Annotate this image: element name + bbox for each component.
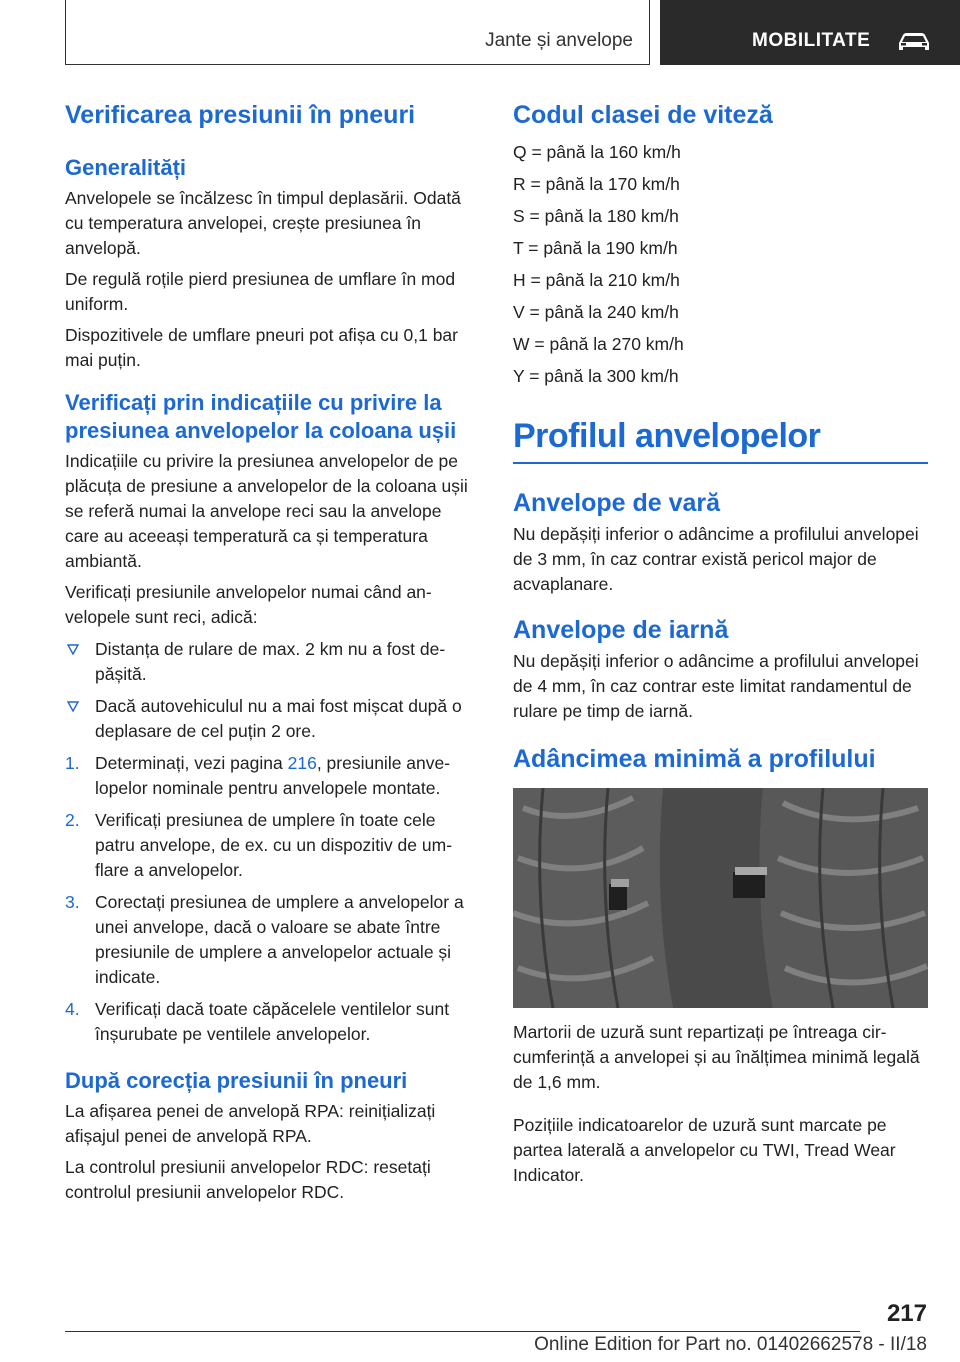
step-number: 4. — [65, 999, 80, 1019]
list-item — [65, 637, 480, 687]
right-column — [513, 100, 928, 1188]
heading-summer-tires: Anvelope de vară — [513, 488, 721, 517]
paragraph: Verificați presiunile anvelopelor numai când anvelopele sunt reci, adică: — [65, 582, 432, 627]
page-number: 217 — [886, 1300, 927, 1327]
paragraph: De regulă roțile pierd presiunea de umflare în mod uniform. — [65, 269, 456, 314]
footer-divider — [65, 1331, 860, 1332]
paragraph: Nu depășiți inferior o adâncime a profilului anvelopei de 3 mm, în caz contrar există pericol major de acvaplanare. — [513, 523, 919, 594]
step-number: 3. — [65, 892, 80, 912]
paragraph: Indicațiile cu privire la presiunea anvelopelor de pe plăcuța de presiune a anvelopelor de la coloana ușii se referă numai la anvelope reci sau la anvelope care au aceeași temperatură ca și temperatura ambiantă. — [65, 451, 468, 571]
list-item — [65, 694, 480, 744]
paragraph: Dispozitivele de umflare pneuri pot afișa cu 0,1 bar mai puțin. — [65, 325, 458, 370]
chapter-tab[interactable] — [660, 0, 960, 65]
header-frame — [65, 0, 650, 65]
paragraph: Anvelopele se încălzesc în timpul deplasării. Odată cu temperatura anvelopei, crește presiunea în anvelopă. — [65, 188, 461, 258]
paragraph: La controlul presiunii anvelopelor RDC: resetați controlul presiunii anvelopelor RDC. — [65, 1157, 431, 1202]
section-title: Jante și anvelope — [485, 30, 633, 51]
bullet-text: Distanța de rulare de max. 2 km nu a fost depășită. — [95, 639, 446, 684]
speed-list — [513, 136, 928, 392]
step-text: , presiunile anvelopelor nominale pentru anvelopele montate. — [95, 753, 451, 798]
speed-item: Q = până la 160 km/h — [513, 142, 681, 162]
step-number: 2. — [65, 810, 80, 830]
heading-general: Generalități — [65, 155, 187, 180]
speed-item: W = până la 270 km/h — [513, 334, 684, 354]
heading-tire-profile: Profilul anvelopelor — [513, 417, 821, 455]
heading-winter-tires: Anvelope de iarnă — [513, 615, 729, 644]
paragraph: Martorii de uzură sunt repartizați pe întreaga circumferință a anvelopei și au înălțimea minimă legală de 1,6 mm. — [513, 1021, 920, 1092]
heading-speed-class: Codul clasei de viteză — [513, 101, 773, 129]
step-number: 1. — [65, 753, 80, 773]
left-column — [65, 100, 480, 1205]
heading-underline — [513, 462, 928, 464]
list-item — [65, 997, 480, 1047]
step-text: Determinați, vezi pagina — [95, 753, 288, 773]
edition-info: Online Edition for Part no. 01402662578 - II/18 — [534, 1334, 927, 1355]
triangle-bullet-icon — [67, 644, 79, 655]
chapter-tab-label: MOBILITATE — [752, 30, 871, 51]
step-text: Verificați dacă toate căpăcelele ventilelor sunt înșurubate pe ventilele anvelopelor. — [95, 999, 450, 1044]
triangle-bullet-icon — [67, 701, 79, 712]
speed-item: Y = până la 300 km/h — [513, 366, 679, 386]
list-item — [65, 890, 480, 990]
page-link[interactable]: 216 — [287, 753, 317, 773]
step-text: Verificați presiunea de umplere în toate cele patru anvelope, de ex. cu un dispozitiv de umflare a anvelopelor. — [95, 810, 453, 880]
heading-minimum-depth: Adâncimea minimă a profilului — [513, 744, 876, 773]
speed-item: S = până la 180 km/h — [513, 206, 679, 226]
speed-item: T = până la 190 km/h — [513, 238, 678, 258]
speed-item: R = până la 170 km/h — [513, 174, 680, 194]
paragraph: La afișarea penei de anvelopă RPA: reinițializați afișajul penei de anvelopă RPA. — [65, 1101, 436, 1146]
list-item — [65, 751, 480, 801]
car-icon — [896, 30, 932, 54]
heading-pressure-check: Verificarea presiunii în pneuri — [65, 101, 416, 129]
speed-item: V = până la 240 km/h — [513, 302, 679, 322]
heading-after-correction: După corecția presiunii în pneuri — [65, 1068, 408, 1093]
paragraph: Pozițiile indicatoarelor de uzură sunt marcate pe partea laterală a anvelopelor cu TWI, Tread Wear Indicator. — [513, 1114, 896, 1185]
heading-door-pillar-check: Verificați prin indicațiile cu privire la presiunea anvelopelor la coloana ușii — [65, 390, 457, 443]
bullet-text: Dacă autovehiculul nu a mai fost mișcat după o deplasare de cel puțin 2 ore. — [95, 696, 462, 741]
step-text: Corectați presiunea de umplere a anvelopelor a unei anvelope, dacă o valoare se abate între presiunile de umplere a anvelopelor actuale și indicate. — [95, 892, 464, 987]
paragraph: Nu depășiți inferior o adâncime a profilului anvelopei de 4 mm, în caz contrar este limitat randamentul de rulare pe timp de iarnă. — [513, 650, 919, 721]
tread-wear-photo — [513, 788, 928, 1008]
list-item — [65, 808, 480, 883]
speed-item: H = până la 210 km/h — [513, 270, 680, 290]
